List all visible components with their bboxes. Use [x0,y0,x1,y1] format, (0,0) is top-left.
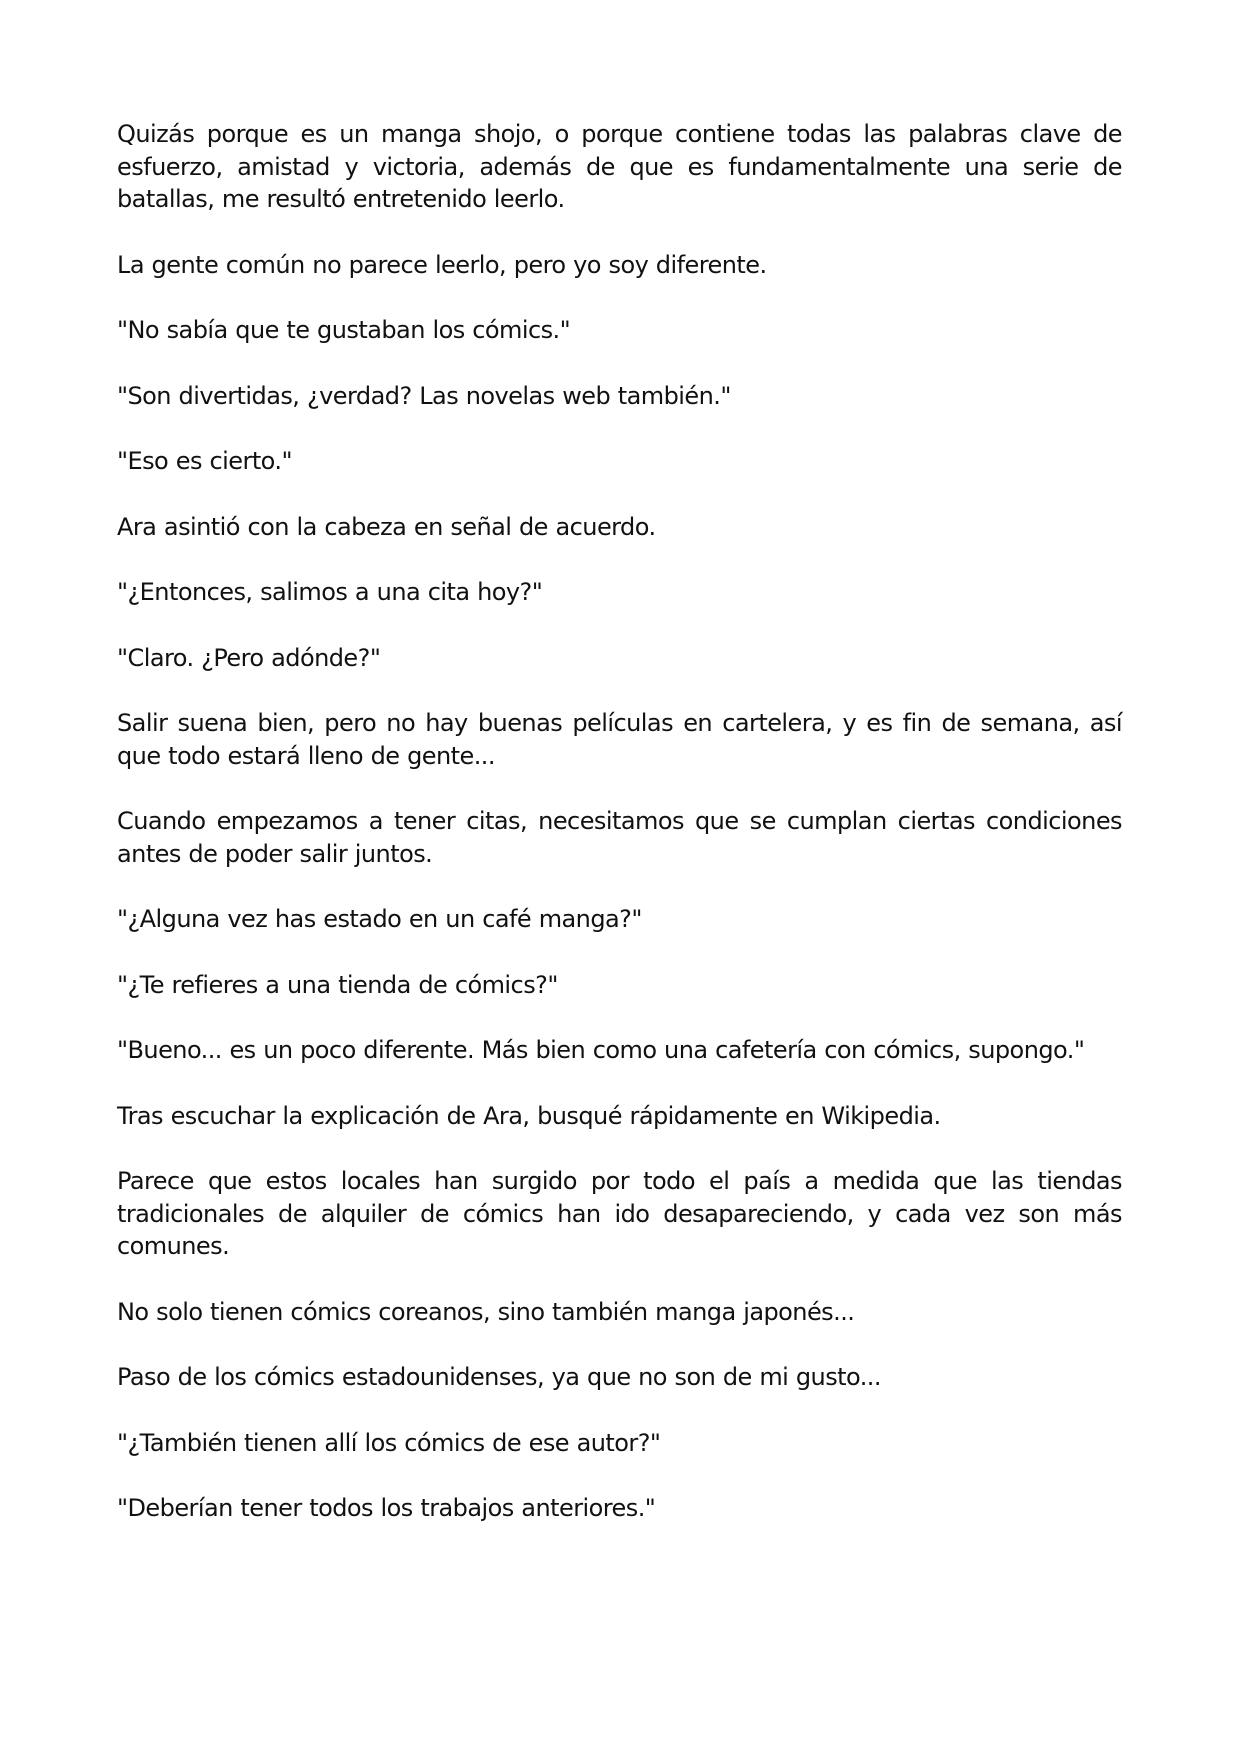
paragraph: "¿Entonces, salimos a una cita hoy?" [117,578,543,606]
paragraph: "Eso es cierto." [117,447,292,475]
paragraph: Tras escuchar la explicación de Ara, busqué rápidamente en Wikipedia. [117,1101,941,1130]
paragraph: Quizás porque es un manga shojo, o porque contiene todas las palabras clave de esfuerzo, amistad y victoria, además de que es fundamentalmente una serie de batallas, me resultó entretenido leerlo. [117,120,1122,213]
paragraph: Paso de los cómics estadounidenses, ya que no son de mi gusto... [117,1363,881,1391]
paragraph: "Bueno... es un poco diferente. Más bien como una cafetería con cómics, supongo." [117,1036,1085,1064]
paragraph: "¿Alguna vez has estado en un café manga?" [117,905,642,933]
paragraph: "¿También tienen allí los cómics de ese autor?" [117,1428,661,1457]
paragraph: La gente común no parece leerlo, pero yo soy diferente. [117,250,767,279]
paragraph: "No sabía que te gustaban los cómics." [117,316,571,344]
paragraph: "Son divertidas, ¿verdad? Las novelas web también." [117,381,731,410]
document-page [117,118,1122,1558]
paragraph: Salir suena bien, pero no hay buenas películas en cartelera, y es fin de semana, así que todo estará lleno de gente... [117,709,1122,770]
paragraph: "¿Te refieres a una tienda de cómics?" [117,970,558,999]
paragraph: "Claro. ¿Pero adónde?" [117,643,381,672]
paragraph: Parece que estos locales han surgido por todo el país a medida que las tiendas tradicionales de alquiler de cómics han ido desapareciendo, y cada vez son más comunes. [117,1167,1122,1260]
paragraph: "Deberían tener todos los trabajos anteriores." [117,1494,656,1522]
paragraph: Cuando empezamos a tener citas, necesitamos que se cumplan ciertas condiciones antes de poder salir juntos. [117,807,1122,868]
paragraph: Ara asintió con la cabeza en señal de acuerdo. [117,512,656,541]
paragraph: No solo tienen cómics coreanos, sino también manga japonés... [117,1297,855,1326]
